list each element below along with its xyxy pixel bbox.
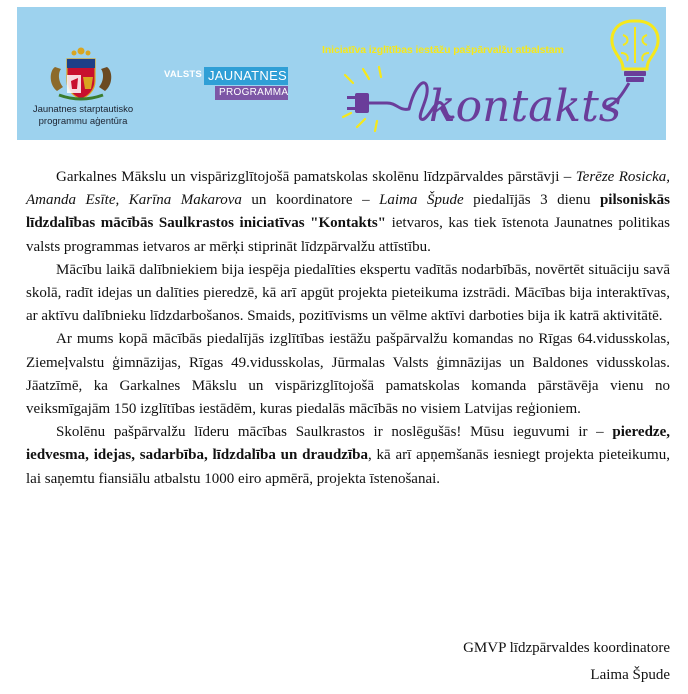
initiative-slogan: Iniciatīva izglītības iestāžu pašpārvalžu atbalstam [322,44,564,56]
article-body [26,166,670,491]
kontakts-wordmark: kontakts [429,81,622,132]
header-banner [17,7,666,140]
program-bottom-label: PROGRAMMA [219,87,289,98]
paragraph-1-text-d: ietvaros, kas tiek īstenota Jaunatnes politikas valsts programmas ietvaros ar mērķi stiprināt līdzpārvalžu attīstību. [26,215,670,255]
lightbulb-brain-icon [612,21,658,82]
signature-role: GMVP līdzpārvaldes koordinatore [463,640,670,656]
participants-names: Terēze Rosicka, Amanda Esīte, Karīna Makarova [26,169,670,209]
paragraph-1-text-c: piedalījās 3 dienu [463,192,600,209]
benefits-list: pieredze, iedvesma, idejas, sadarbība, līdzdalība un draudzība [26,424,670,464]
kontakts-logo [317,7,666,140]
paragraph-1 [26,166,670,259]
program-mid-label: JAUNATNES [208,68,288,83]
event-title: pilsoniskās līdzdalības mācībās Saulkrastos iniciatīvas "Kontakts" [26,192,671,232]
paragraph-4 [26,421,670,491]
agency-name-line2: programmu aģentūra [38,116,128,127]
plug-icon [347,93,409,113]
signature-name: Laima Špude [590,667,670,683]
paragraph-1-text-a: Garkalnes Mākslu un vispārizglītojošā pamatskolas skolēnu līdzpārvaldes pārstāvji – [56,169,576,185]
signature-block [463,635,670,689]
program-top-label: VALSTS [164,69,202,80]
latvia-coat-of-arms-icon [45,45,117,103]
paragraph-4-text-b: , kā arī apņemšanās iesniegt projekta pieteikumu, lai saņemtu fiansiālu atbalstu 1000 eiro apmērā, projekta īstenošanai. [26,447,670,487]
coordinator-name: Laima Špude [379,192,464,209]
paragraph-2: Mācību laikā dalībniekiem bija iespēja piedalīties ekspertu vadītās nodarbībās, novērtēt situāciju savā skolā, radīt idejas un dalīties pieredzē, kā arī apgūt projekta pieteikuma izstrādi. Mācības bija interaktīvas, ar aktīvu dalībnieku līdzdarbošanos. Smaids, pozitīvisms un vēlme aktīvi darboties bija ik katrā aktivitātē. [26,261,670,325]
agency-name-line1: Jaunatnes starptautisko [32,104,134,115]
paragraph-4-text-a: Skolēnu pašpārvalžu līderu mācības Saulkrastos ir noslēgušās! Mūsu ieguvumi ir – [56,424,613,441]
agency-logo [17,7,147,140]
paragraph-1-text-b: un koordinatore – [241,192,380,209]
paragraph-3: Ar mums kopā mācībās piedalījās izglītības iestāžu pašpārvalžu komandas no Rīgas 64.vidusskolas, Ziemeļvalstu ģimnāzijas, Rīgas 49.vidusskolas, Jūrmalas Valsts ģimnāzijas un Baldones vidusskolas. Jāatzīmē, ka Garkalnes Mākslu un vispārizglītojošā pamatskolas komanda pārstāvēja vienu no veiksmīgajām 150 izglītības iestādēm, kuras piedalās mācībās no visiem Latvijas reģioniem. [26,331,670,418]
